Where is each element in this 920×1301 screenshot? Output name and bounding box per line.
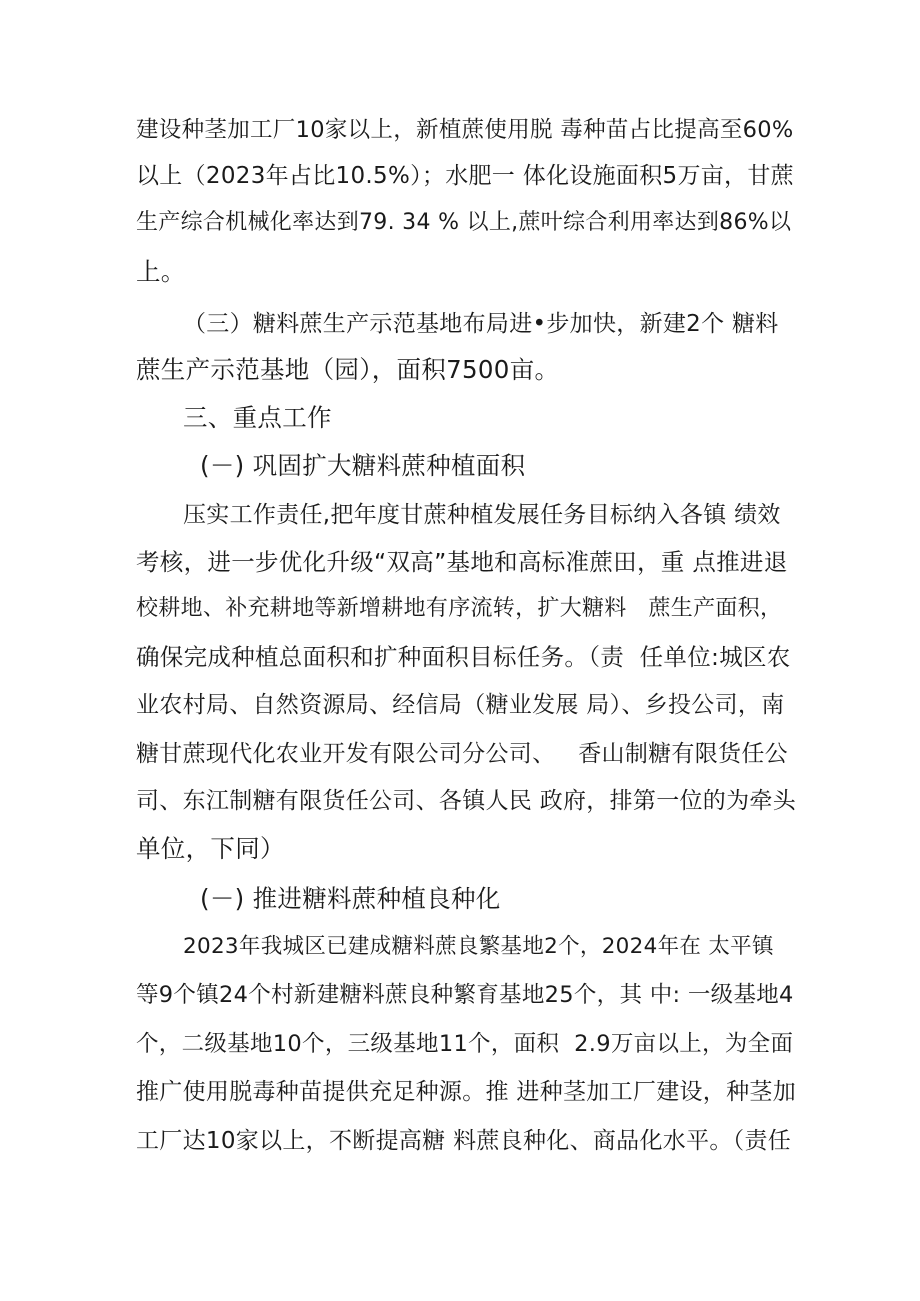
- subsection-heading: (－) 巩固扩大糖料蔗种植面积: [200, 451, 526, 480]
- paragraph-line: 业农村局、自然资源局、经信局（糖业发展 局）、乡投公司，南: [136, 692, 785, 718]
- paragraph-line: 2023年我城区已建成糖料蔗良繁基地2个，2024年在 太平镇: [183, 934, 774, 959]
- paragraph-line: 蔗生产示范基地（园），面积7500亩。: [136, 355, 560, 384]
- paragraph-line: 校耕地、补充耕地等新增耕地有序流转，扩大糖料 蔗生产面积，: [136, 596, 783, 621]
- section-heading: 三、重点工作: [183, 403, 332, 432]
- paragraph-line: 单位，下同）: [136, 834, 285, 863]
- paragraph-line: （三）糖料蔗生产示范基地布局进•步加快，新建2个 糖料: [183, 311, 779, 337]
- paragraph-line: 个，二级基地10个，三级基地11个，面积 2.9万亩以上，为全面: [136, 1031, 794, 1057]
- paragraph-line: 建设种茎加工厂10家以上，新植蔗使用脱 毒种苗占比提高至60%: [136, 117, 794, 143]
- paragraph-line: 上。: [136, 257, 186, 286]
- paragraph-line: 压实工作责任,把年度甘蔗种植发展任务目标纳入各镇 绩效: [183, 502, 781, 528]
- paragraph-line: 工厂达10家以上，不断提高糖 料蔗良种化、商品化水平。（责任: [136, 1128, 792, 1154]
- paragraph-line: 推广使用脱毒种苗提供充足种源。推 进种茎加工厂建设，种茎加: [136, 1079, 797, 1105]
- paragraph-line: 生产综合机械化率达到79. 34 % 以上,蔗叶综合利用率达到86%以: [136, 210, 792, 235]
- subsection-heading: (－) 推进糖料蔗种植良种化: [200, 884, 501, 913]
- paragraph-line: 以上（2023年占比10.5%）；水肥一 体化设施面积5万亩，甘蔗: [136, 163, 794, 189]
- paragraph-line: 考核，进一步优化升级“双高”基地和高标准蔗田，重 点推进退: [136, 548, 788, 576]
- paragraph-line: 司、东江制糖有限货任公司、各镇人民 政府，排第一位的为牵头: [136, 788, 797, 814]
- paragraph-line: 糖甘蔗现代化农业开发有限公司分公司、 香山制糖有限货任公: [136, 741, 788, 767]
- paragraph-line: 等9个镇24个村新建糖料蔗良种繁育基地25个，其 中: 一级基地4: [136, 982, 794, 1008]
- paragraph-line: 确保完成种植总面积和扩种面积目标任务。（责 任单位:城区农: [136, 643, 791, 671]
